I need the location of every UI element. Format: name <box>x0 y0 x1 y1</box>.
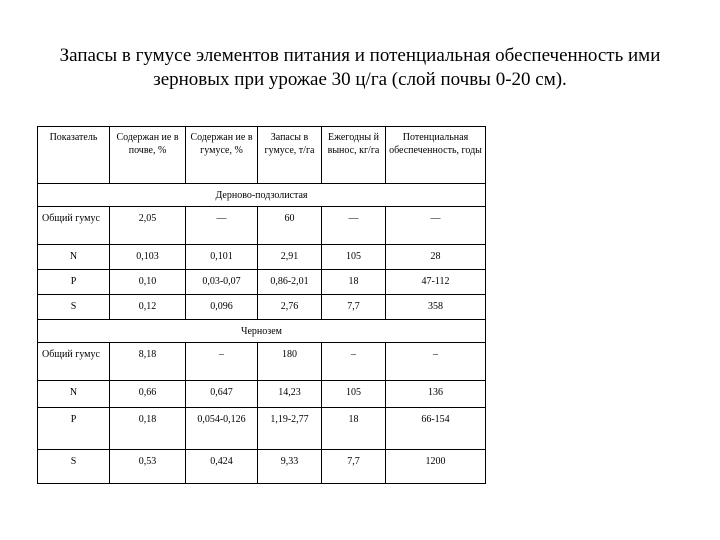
table-cell: 180 <box>258 343 322 381</box>
table-row <box>38 245 486 270</box>
table-cell: 66-154 <box>386 408 486 450</box>
table-cell: P <box>38 270 110 295</box>
column-header: Потенциальная обеспеченность, годы <box>386 127 486 184</box>
table-cell: Общий гумус <box>38 207 110 245</box>
table-cell: 47-112 <box>386 270 486 295</box>
table-cell: S <box>38 295 110 320</box>
table-cell: 0,101 <box>186 245 258 270</box>
table-cell: 0,18 <box>110 408 186 450</box>
table-cell: 0,103 <box>110 245 186 270</box>
table-cell: 18 <box>322 408 386 450</box>
table-row <box>38 381 486 408</box>
table-cell: 1,19-2,77 <box>258 408 322 450</box>
column-header: Запасы в гумусе, т/га <box>258 127 322 184</box>
table-cell: 0,424 <box>186 450 258 484</box>
table-cell: 105 <box>322 381 386 408</box>
table-cell: — <box>386 207 486 245</box>
table-cell: 0,10 <box>110 270 186 295</box>
column-header: Содержан ие в почве, % <box>110 127 186 184</box>
table-cell: 0,12 <box>110 295 186 320</box>
table-cell: 0,647 <box>186 381 258 408</box>
table-cell: 0,096 <box>186 295 258 320</box>
table-row <box>38 207 486 245</box>
data-table <box>37 126 486 484</box>
table-cell: 2,76 <box>258 295 322 320</box>
table-cell: 8,18 <box>110 343 186 381</box>
table-header-row <box>38 127 486 184</box>
page-title <box>20 44 700 92</box>
table-cell: 14,23 <box>258 381 322 408</box>
column-header: Ежегодны й вынос, кг/га <box>322 127 386 184</box>
table-cell: – <box>386 343 486 381</box>
table-cell: — <box>186 207 258 245</box>
section-row <box>38 184 486 207</box>
table-cell: 0,03-0,07 <box>186 270 258 295</box>
table-cell: — <box>322 207 386 245</box>
table-cell: 0,054-0,126 <box>186 408 258 450</box>
table-cell: Общий гумус <box>38 343 110 381</box>
table-row <box>38 270 486 295</box>
table-cell: – <box>186 343 258 381</box>
table-cell: 28 <box>386 245 486 270</box>
table-cell: P <box>38 408 110 450</box>
title-line-1: Запасы в гумусе элементов питания и потенциальная обеспеченность ими <box>59 45 661 66</box>
table-row <box>38 295 486 320</box>
column-header: Содержан ие в гумусе, % <box>186 127 258 184</box>
table-cell: 2,05 <box>110 207 186 245</box>
title-line-2: зерновых при урожае 30 ц/га (слой почвы 0-20 см). <box>153 69 567 90</box>
table-row <box>38 408 486 450</box>
table-cell: 1200 <box>386 450 486 484</box>
section-row <box>38 320 486 343</box>
table-cell: 7,7 <box>322 295 386 320</box>
table-cell: 2,91 <box>258 245 322 270</box>
section-title: Дерново-подзолистая <box>38 184 486 207</box>
table-cell: 0,66 <box>110 381 186 408</box>
table-cell: 0,53 <box>110 450 186 484</box>
section-title: Чернозем <box>38 320 486 343</box>
table-cell: 136 <box>386 381 486 408</box>
column-header: Показатель <box>38 127 110 184</box>
table-cell: S <box>38 450 110 484</box>
table-cell: 0,86-2,01 <box>258 270 322 295</box>
table-cell: N <box>38 381 110 408</box>
table-row <box>38 343 486 381</box>
table-cell: 9,33 <box>258 450 322 484</box>
table-cell: – <box>322 343 386 381</box>
table-cell: 18 <box>322 270 386 295</box>
table-cell: 358 <box>386 295 486 320</box>
table-cell: N <box>38 245 110 270</box>
table-cell: 7,7 <box>322 450 386 484</box>
table-cell: 105 <box>322 245 386 270</box>
table-cell: 60 <box>258 207 322 245</box>
table-row <box>38 450 486 484</box>
